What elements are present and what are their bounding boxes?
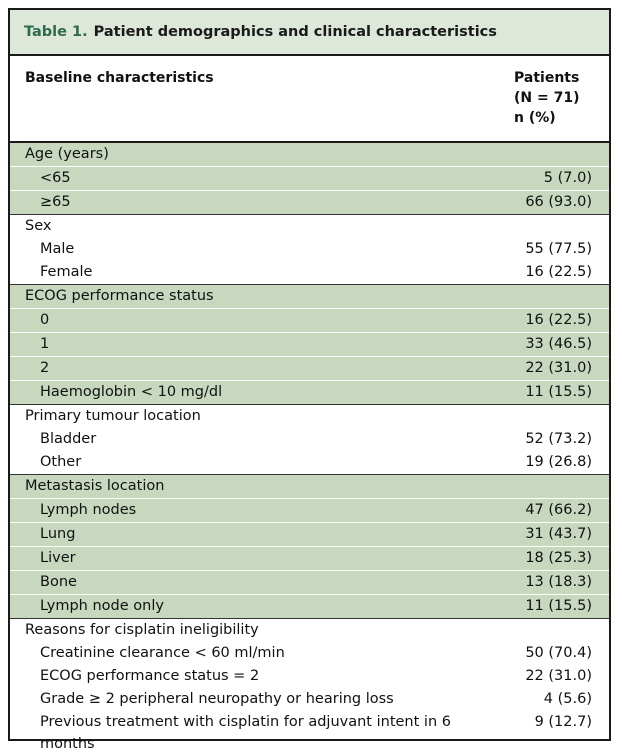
group-title: Age (years) — [25, 146, 109, 162]
row-group — [10, 474, 609, 618]
group-title-row — [10, 405, 609, 428]
table-title: Patient demographics and clinical characteristics — [93, 24, 497, 40]
row-value: 16 (22.5) — [525, 264, 592, 280]
row-label: Other — [40, 454, 82, 470]
row-group — [10, 618, 609, 755]
row-value: 9 (12.7) — [534, 714, 592, 730]
row-label: ECOG performance status = 2 — [40, 668, 260, 684]
row-label: Female — [40, 264, 93, 280]
table-row — [10, 451, 609, 474]
row-label: Creatinine clearance < 60 ml/min — [40, 645, 285, 661]
row-value: 50 (70.4) — [525, 645, 592, 661]
header-patients-line2: (N = 71) — [514, 90, 580, 106]
row-label: 0 — [40, 312, 50, 328]
group-title-value — [497, 405, 609, 428]
table-row — [10, 166, 609, 190]
row-value: 47 (66.2) — [525, 502, 592, 518]
row-value: 18 (25.3) — [525, 550, 592, 566]
row-value: 33 (46.5) — [525, 336, 592, 352]
table-row — [10, 522, 609, 546]
table-row — [10, 570, 609, 594]
table-row — [10, 261, 609, 284]
table-header — [10, 56, 609, 143]
group-title: ECOG performance status — [25, 288, 214, 304]
table-row — [10, 380, 609, 404]
group-title: Primary tumour location — [25, 408, 201, 424]
row-label: Male — [40, 241, 75, 257]
group-title-value — [497, 619, 609, 642]
table-row — [10, 594, 609, 618]
row-group — [10, 143, 609, 214]
group-title-row — [10, 143, 609, 166]
group-title-value — [497, 143, 609, 166]
row-value: 4 (5.6) — [543, 691, 592, 707]
row-group — [10, 404, 609, 474]
table-row — [10, 238, 609, 261]
row-value: 5 (7.0) — [543, 170, 592, 186]
group-title-row — [10, 619, 609, 642]
row-value: 19 (26.8) — [525, 454, 592, 470]
group-title: Sex — [25, 218, 52, 234]
table-row — [10, 665, 609, 688]
header-patients-line3: n (%) — [514, 110, 556, 126]
row-value: 66 (93.0) — [525, 194, 592, 210]
row-value: 22 (31.0) — [525, 360, 592, 376]
table-body — [10, 143, 609, 755]
table-frame — [8, 8, 611, 752]
group-title-row — [10, 475, 609, 498]
group-title-row — [10, 285, 609, 308]
row-label: Grade ≥ 2 peripheral neuropathy or hearing loss — [40, 691, 394, 707]
row-label: Bone — [40, 574, 77, 590]
row-label: Lung — [40, 526, 76, 542]
table-row — [10, 190, 609, 214]
row-value: 13 (18.3) — [525, 574, 592, 590]
group-title: Reasons for cisplatin ineligibility — [25, 622, 259, 638]
row-value: 16 (22.5) — [525, 312, 592, 328]
header-patients-line1: Patients — [514, 70, 580, 86]
group-title: Metastasis location — [25, 478, 165, 494]
row-value: 22 (31.0) — [525, 668, 592, 684]
table-row — [10, 332, 609, 356]
header-characteristics: Baseline characteristics — [25, 70, 214, 86]
row-label: Previous treatment with cisplatin for adjuvant intent in 6 months — [40, 714, 451, 752]
row-value: 11 (15.5) — [525, 384, 592, 400]
row-label: <65 — [40, 170, 71, 186]
group-title-value — [497, 215, 609, 238]
row-label: ≥65 — [40, 194, 71, 210]
table-row — [10, 711, 609, 755]
table-row — [10, 498, 609, 522]
row-label: Lymph nodes — [40, 502, 137, 518]
row-value: 31 (43.7) — [525, 526, 592, 542]
table-row — [10, 546, 609, 570]
row-label: Liver — [40, 550, 76, 566]
row-value: 11 (15.5) — [525, 598, 592, 614]
row-label: 1 — [40, 336, 50, 352]
table-row — [10, 428, 609, 451]
row-label: Lymph node only — [40, 598, 164, 614]
group-title-value — [497, 475, 609, 498]
row-group — [10, 284, 609, 404]
table-label: Table 1. — [24, 24, 88, 40]
table-row — [10, 308, 609, 332]
table-caption — [10, 10, 609, 56]
row-group — [10, 214, 609, 284]
table-row — [10, 356, 609, 380]
row-label: Bladder — [40, 431, 97, 447]
group-title-row — [10, 215, 609, 238]
row-value: 55 (77.5) — [525, 241, 592, 257]
group-title-value — [497, 285, 609, 308]
row-label: 2 — [40, 360, 50, 376]
row-value: 52 (73.2) — [525, 431, 592, 447]
table-row — [10, 642, 609, 665]
table-row — [10, 688, 609, 711]
row-label: Haemoglobin < 10 mg/dl — [40, 384, 223, 400]
header-patients — [514, 56, 609, 141]
